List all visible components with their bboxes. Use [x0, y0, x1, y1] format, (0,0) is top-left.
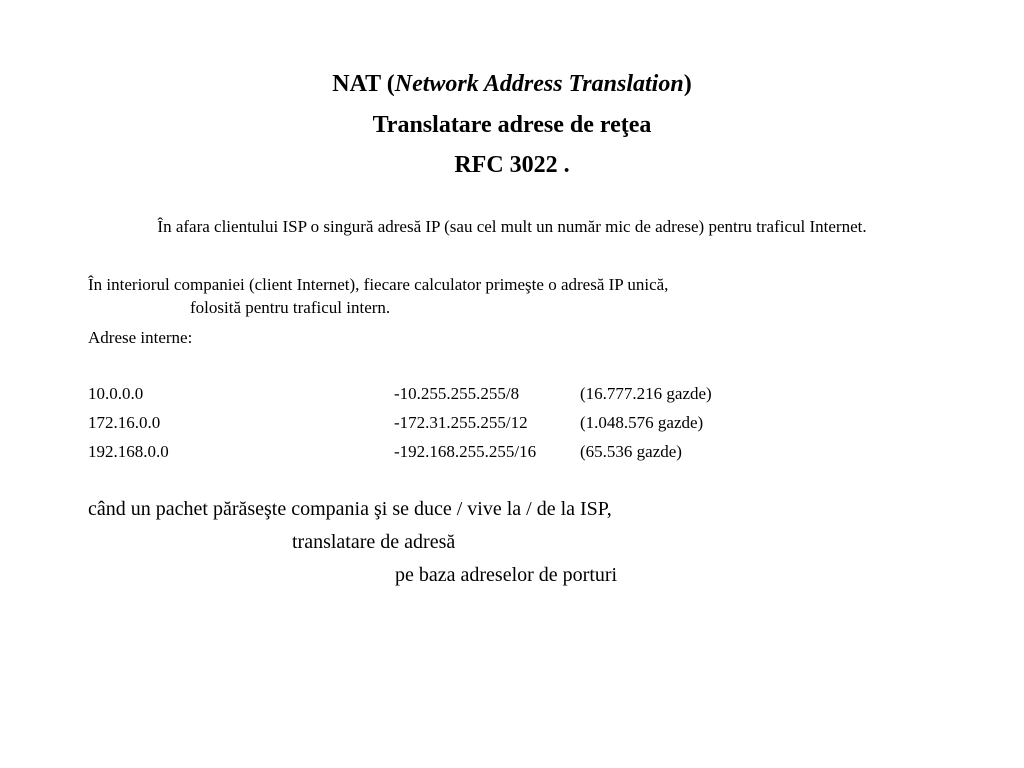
title-line-2: Translatare adrese de reţea — [372, 112, 652, 138]
range-row — [0, 382, 1024, 406]
range-row — [0, 440, 1024, 464]
range-start: 172.16.0.0 — [88, 413, 161, 432]
range-hosts: (65.536 gazde) — [580, 442, 682, 461]
paragraph-line-2: folosită pentru traficul intern. — [190, 298, 391, 317]
footer-line-3: pe baza adreselor de porturi — [395, 564, 618, 586]
title-nat — [332, 71, 691, 97]
range-hosts: (1.048.576 gazde) — [580, 413, 704, 432]
title-suffix: ) — [683, 71, 692, 97]
range-start: 192.168.0.0 — [88, 442, 169, 461]
title-line-3: RFC 3022 . — [454, 152, 570, 178]
title-expansion: Network Address Translation — [394, 71, 684, 97]
internal-addresses-label: Adrese interne: — [88, 328, 193, 347]
range-row — [0, 411, 1024, 435]
title-prefix: NAT ( — [332, 71, 395, 97]
range-end: -10.255.255.255/8 — [394, 384, 520, 403]
footer-line-1: când un pachet părăseşte compania şi se duce / vive la / de la ISP, — [88, 498, 612, 520]
footer-line-2: translatare de adresă — [292, 531, 456, 553]
paragraph-line-1: În interiorul companiei (client Internet), fiecare calculator primeşte o adresă IP unică, — [88, 275, 669, 294]
title-line-1 — [0, 64, 1024, 104]
range-end: -172.31.255.255/12 — [394, 413, 528, 432]
range-hosts: (16.777.216 gazde) — [580, 384, 712, 403]
intro-text: În afara clientului ISP o singură adresă IP (sau cel mult un număr mic de adrese) pentru traficul Internet. — [157, 217, 867, 236]
range-end: -192.168.255.255/16 — [394, 442, 537, 461]
range-start: 10.0.0.0 — [88, 384, 144, 403]
